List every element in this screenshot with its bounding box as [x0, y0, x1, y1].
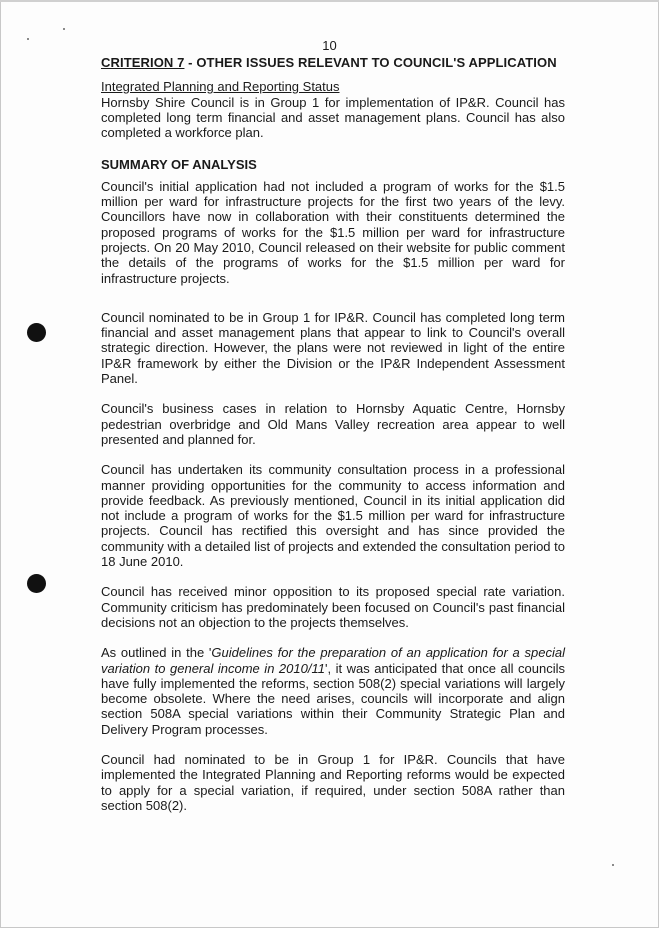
page-number: 10 [322, 38, 337, 53]
guidelines-suffix: ', it was anticipated that once all councils have fully implemented the reforms, section 508(2) special variations will largely become obsolete. Where the need arises, councils will incorporate and align section 508A special variations within their Community Strategic Plan and Delivery Program processes. [101, 660, 565, 737]
scan-speck [612, 864, 614, 866]
guidelines-paragraph [101, 645, 565, 737]
guidelines-prefix: As outlined in the ' [101, 645, 212, 661]
criterion-number: CRITERION 7 [101, 55, 185, 70]
ipr-status-heading: Integrated Planning and Reporting Status [101, 79, 340, 95]
summary-paragraph: Council has received minor opposition to its proposed special rate variation. Community criticism has predominately been focused on Council's past financial decisions not an objection to the projects themselves. [101, 584, 565, 630]
summary-paragraph: Council's business cases in relation to Hornsby Aquatic Centre, Hornsby pedestrian overbridge and Old Mans Valley recreation area appear to well presented and planned for. [101, 401, 565, 447]
summary-paragraph: Council's initial application had not included a program of works for the $1.5 million per ward for infrastructure projects for the first two years of the levy. Councillors have now in collaboration with their constituents determined the proposed programs of works for the $1.5 million per ward for infrastructure projects. On 20 May 2010, Council released on their website for public comment the details of the programs of works for the $1.5 million per ward for infrastructure projects. [101, 178, 565, 286]
criterion-title: OTHER ISSUES RELEVANT TO COUNCIL'S APPLICATION [196, 55, 557, 70]
scan-edge [0, 0, 659, 2]
criterion-heading [101, 55, 565, 70]
ipr-status-text: Hornsby Shire Council is in Group 1 for implementation of IP&R. Council has completed long term financial and asset management plans. Council has also completed a workforce plan. [101, 94, 565, 141]
final-paragraph: Council had nominated to be in Group 1 for IP&R. Councils that have implemented the Integrated Planning and Reporting reforms would be expected to apply for a special variation, if required, under section 508A rather than section 508(2). [101, 751, 565, 813]
criterion-separator: - [184, 55, 197, 70]
summary-heading: SUMMARY OF ANALYSIS [101, 157, 257, 173]
scan-speck [63, 28, 65, 30]
guidelines-title: Guidelines for the preparation of an application for a special variation to general income in 2010/11 [101, 645, 565, 676]
document-body [101, 55, 565, 813]
binder-hole-mark [27, 323, 46, 342]
summary-paragraph: Council nominated to be in Group 1 for IP&R. Council has completed long term financial and asset management plans that appear to link to Council's overall strategic direction. However, the plans were not reviewed in light of the entire IP&R framework by either the Division or the IP&R Independent Assessment Panel. [101, 309, 565, 387]
summary-paragraph: Council has undertaken its community consultation process in a professional manner providing opportunities for the community to access information and provide feedback. As previously mentioned, Council in its initial application did not include a program of works for the $1.5 million per ward for infrastructure projects. Council has rectified this oversight and has since provided the community with a detailed list of projects and extended the consultation period to 18 June 2010. [101, 462, 565, 570]
binder-hole-mark [27, 574, 46, 593]
